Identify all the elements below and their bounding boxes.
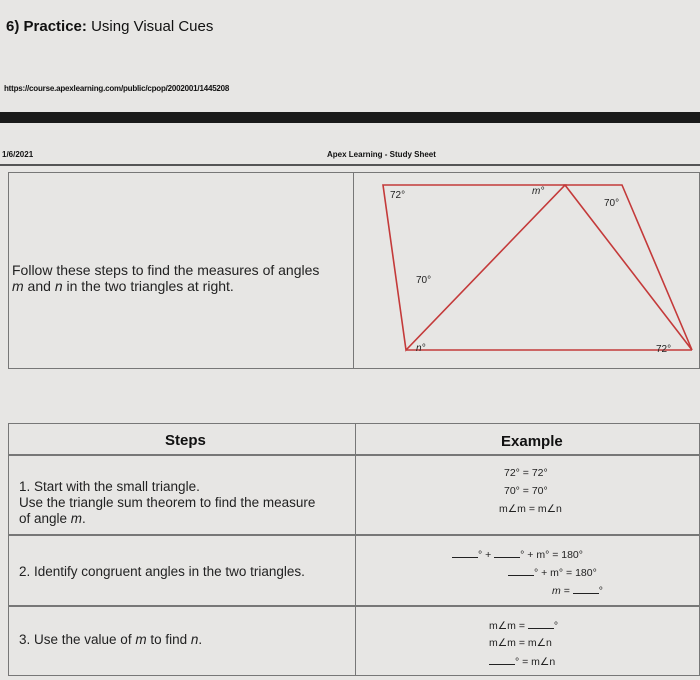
small-triangle (383, 185, 565, 350)
divider-bar (0, 112, 700, 123)
step2-ex3-pre: m = (552, 585, 573, 597)
step2-ex1-mid: ° + (478, 549, 495, 561)
blank-field[interactable] (573, 584, 599, 594)
var-m: m (135, 632, 147, 647)
step1-line3-pre: of angle (19, 511, 71, 526)
instructions-and: and (23, 278, 55, 294)
heading-number: 6) (6, 18, 20, 35)
header-rule (0, 164, 700, 166)
instructions-line2 (12, 278, 352, 294)
page-heading (6, 18, 213, 35)
heading-title: Using Visual Cues (91, 18, 214, 35)
blank-field[interactable] (489, 655, 515, 665)
angle-label-72-large: 72° (656, 344, 672, 355)
table-row-step2 (8, 535, 700, 606)
table-row-step3 (8, 606, 700, 676)
table-row-step1 (8, 455, 700, 535)
row1-divider (355, 456, 356, 534)
var-n: n (54, 278, 63, 294)
var-m: m (70, 511, 83, 526)
step3-ex1-end: ° (553, 620, 559, 632)
angle-label-70-large: 70° (604, 198, 620, 209)
large-triangle (565, 185, 692, 350)
triangles-figure (354, 172, 700, 369)
step2-ex1-end: ° + m° = 180° (520, 549, 583, 561)
step2-ex3-end: ° (598, 585, 603, 597)
sheet-title: Apex Learning - Study Sheet (327, 150, 436, 159)
step1-example-2: 70° = 70° (504, 485, 548, 497)
instructions-line1: Follow these steps to find the measures of angles (12, 262, 320, 278)
step2-text: 2. Identify congruent angles in the two triangles. (19, 564, 305, 579)
angle-label-70-small: 70° (416, 275, 432, 286)
step1-line2: Use the triangle sum theorem to find the measure (19, 495, 316, 510)
step1-line3-end: . (82, 511, 86, 526)
step3-text-mid: to find (146, 632, 191, 647)
print-date: 1/6/2021 (2, 150, 34, 159)
step1-example-3: m∠m = m∠n (499, 503, 562, 515)
table-header-divider (355, 424, 356, 454)
angle-label-72-small: 72° (390, 190, 406, 201)
var-n: n (190, 632, 199, 647)
steps-header: Steps (165, 432, 206, 449)
step2-example-3 (552, 584, 603, 597)
var-m: m (12, 278, 24, 294)
blank-field[interactable] (494, 548, 520, 558)
step3-example-3 (489, 655, 555, 668)
step3-text (19, 632, 202, 648)
blank-field[interactable] (452, 548, 478, 558)
step3-text-end: . (198, 632, 203, 647)
row2-divider (355, 536, 356, 605)
row3-divider (355, 607, 356, 675)
angle-label-n: n° (416, 343, 426, 354)
step2-ex2-end: ° + m° = 180° (534, 567, 597, 579)
page-url: https://course.apexlearning.com/public/cpop/2002001/1445208 (4, 84, 230, 93)
table-header-row (8, 423, 700, 455)
step3-example-2: m∠m = m∠n (489, 637, 552, 649)
instructions-rest: in the two triangles at right. (62, 278, 234, 294)
step3-ex3-end: ° = m∠n (515, 656, 556, 668)
step1-text (19, 479, 315, 527)
step1-line3 (19, 511, 315, 527)
step3-text-pre: 3. Use the value of (19, 632, 136, 647)
step3-example-1 (489, 619, 558, 632)
step2-example-1 (452, 548, 583, 561)
blank-field[interactable] (528, 619, 554, 629)
blank-field[interactable] (508, 566, 534, 576)
step3-ex1-pre: m∠m = (489, 620, 528, 632)
step2-example-2 (508, 566, 597, 579)
step1-example-1: 72° = 72° (504, 467, 548, 479)
instructions-text (12, 262, 352, 294)
step1-line1: 1. Start with the small triangle. (19, 479, 200, 494)
example-header: Example (501, 433, 563, 450)
angle-label-m: m° (532, 186, 545, 197)
heading-practice: Practice: (23, 18, 87, 35)
